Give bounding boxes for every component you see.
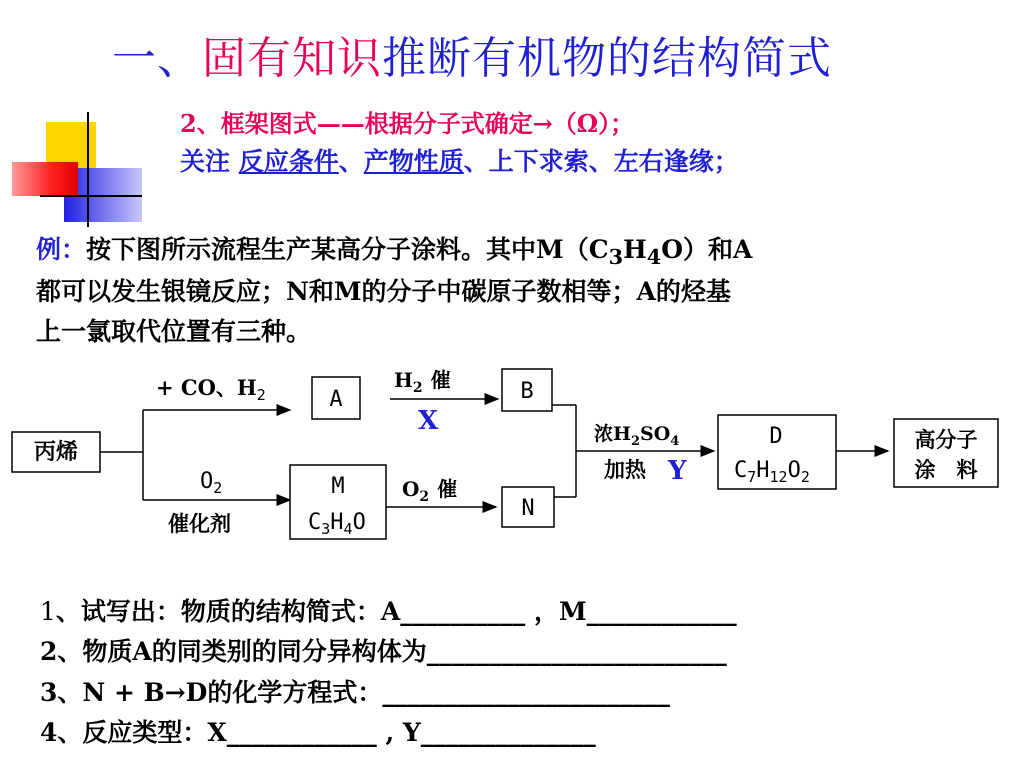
example-label: 例： [36,235,87,264]
o2-reagent: $O_2$ [200,469,223,497]
red-bar [12,162,78,196]
question-2: 2、物质A的同类别的同分异构体为________________________ [40,637,727,666]
subtitle-product-properties: 产物性质 [363,147,464,176]
x-label: X [418,406,439,436]
box-B-label: B [520,379,534,404]
subtitle-line2-c: 、 [338,147,364,176]
box-M-formula: $C_3H_4O$ [308,510,366,538]
box-N-label: N [521,496,535,521]
title-part2: 固有知识 [202,33,382,84]
product-line2: 涂 料 [914,457,978,482]
decorative-corner-graphic [0,112,150,232]
question-1-text: 、试写出：物质的结构简式：A__________ ，M____________ [55,597,737,626]
title-part3: 推断有机物的结构简式 [382,33,832,84]
subtitle-reaction-conditions: 反应条件 [238,147,339,176]
subtitle-line1: 2、框架图式——根据分子式确定→（Ω）； [180,109,635,138]
question-1-number: 1 [40,597,56,626]
box-M-label: M [331,474,345,499]
co-h2-reagent: + CO、$H_2$ [156,375,266,404]
y-label: Y [668,456,687,486]
example-line1-text: 按下图所示流程生产某高分子涂料。其中M（C [86,235,609,264]
example-line1 [36,230,752,269]
subtitle-line2-e: 、上下求索、左右逢缘； [463,147,739,176]
subtitle-line2-a: 关注 [180,147,239,176]
example-line1-mid: H [623,235,647,264]
reaction-flowchart [0,355,1024,555]
box-D-label: D [769,424,783,449]
example-line2: 都可以发生银镜反应；N和M的分子中碳原子数相等；A的烃基 [36,277,731,306]
propene-label: 丙烯 [33,439,79,465]
o2-cat-label: $O_2$ 催 [402,477,458,505]
h2so4-label: 浓$H_2SO_4$ [594,423,680,449]
example-sub1: 3 [608,244,624,269]
example-sub2: 4 [646,244,662,269]
box-A-label: A [329,387,343,412]
catalyst-label: 催化剂 [168,511,231,536]
subtitle-line2 [180,142,739,178]
box-D-formula: $C_7H_{12}O_2$ [734,458,810,486]
example-line3: 上一氯取代位置有三种。 [36,317,312,346]
question-4: 4、反应类型：X____________ , Y______________ [40,718,596,747]
page-title [112,22,832,86]
question-3: 3、N + B→D的化学方程式：_______________________ [40,678,670,707]
example-line1-end: O）和A [661,235,753,264]
title-part1: 一、 [112,33,202,84]
product-line1: 高分子 [914,427,978,452]
h2-cat-label: $H_2$ 催 [394,368,451,396]
question-1 [40,592,737,628]
heat-label: 加热 [604,457,646,482]
